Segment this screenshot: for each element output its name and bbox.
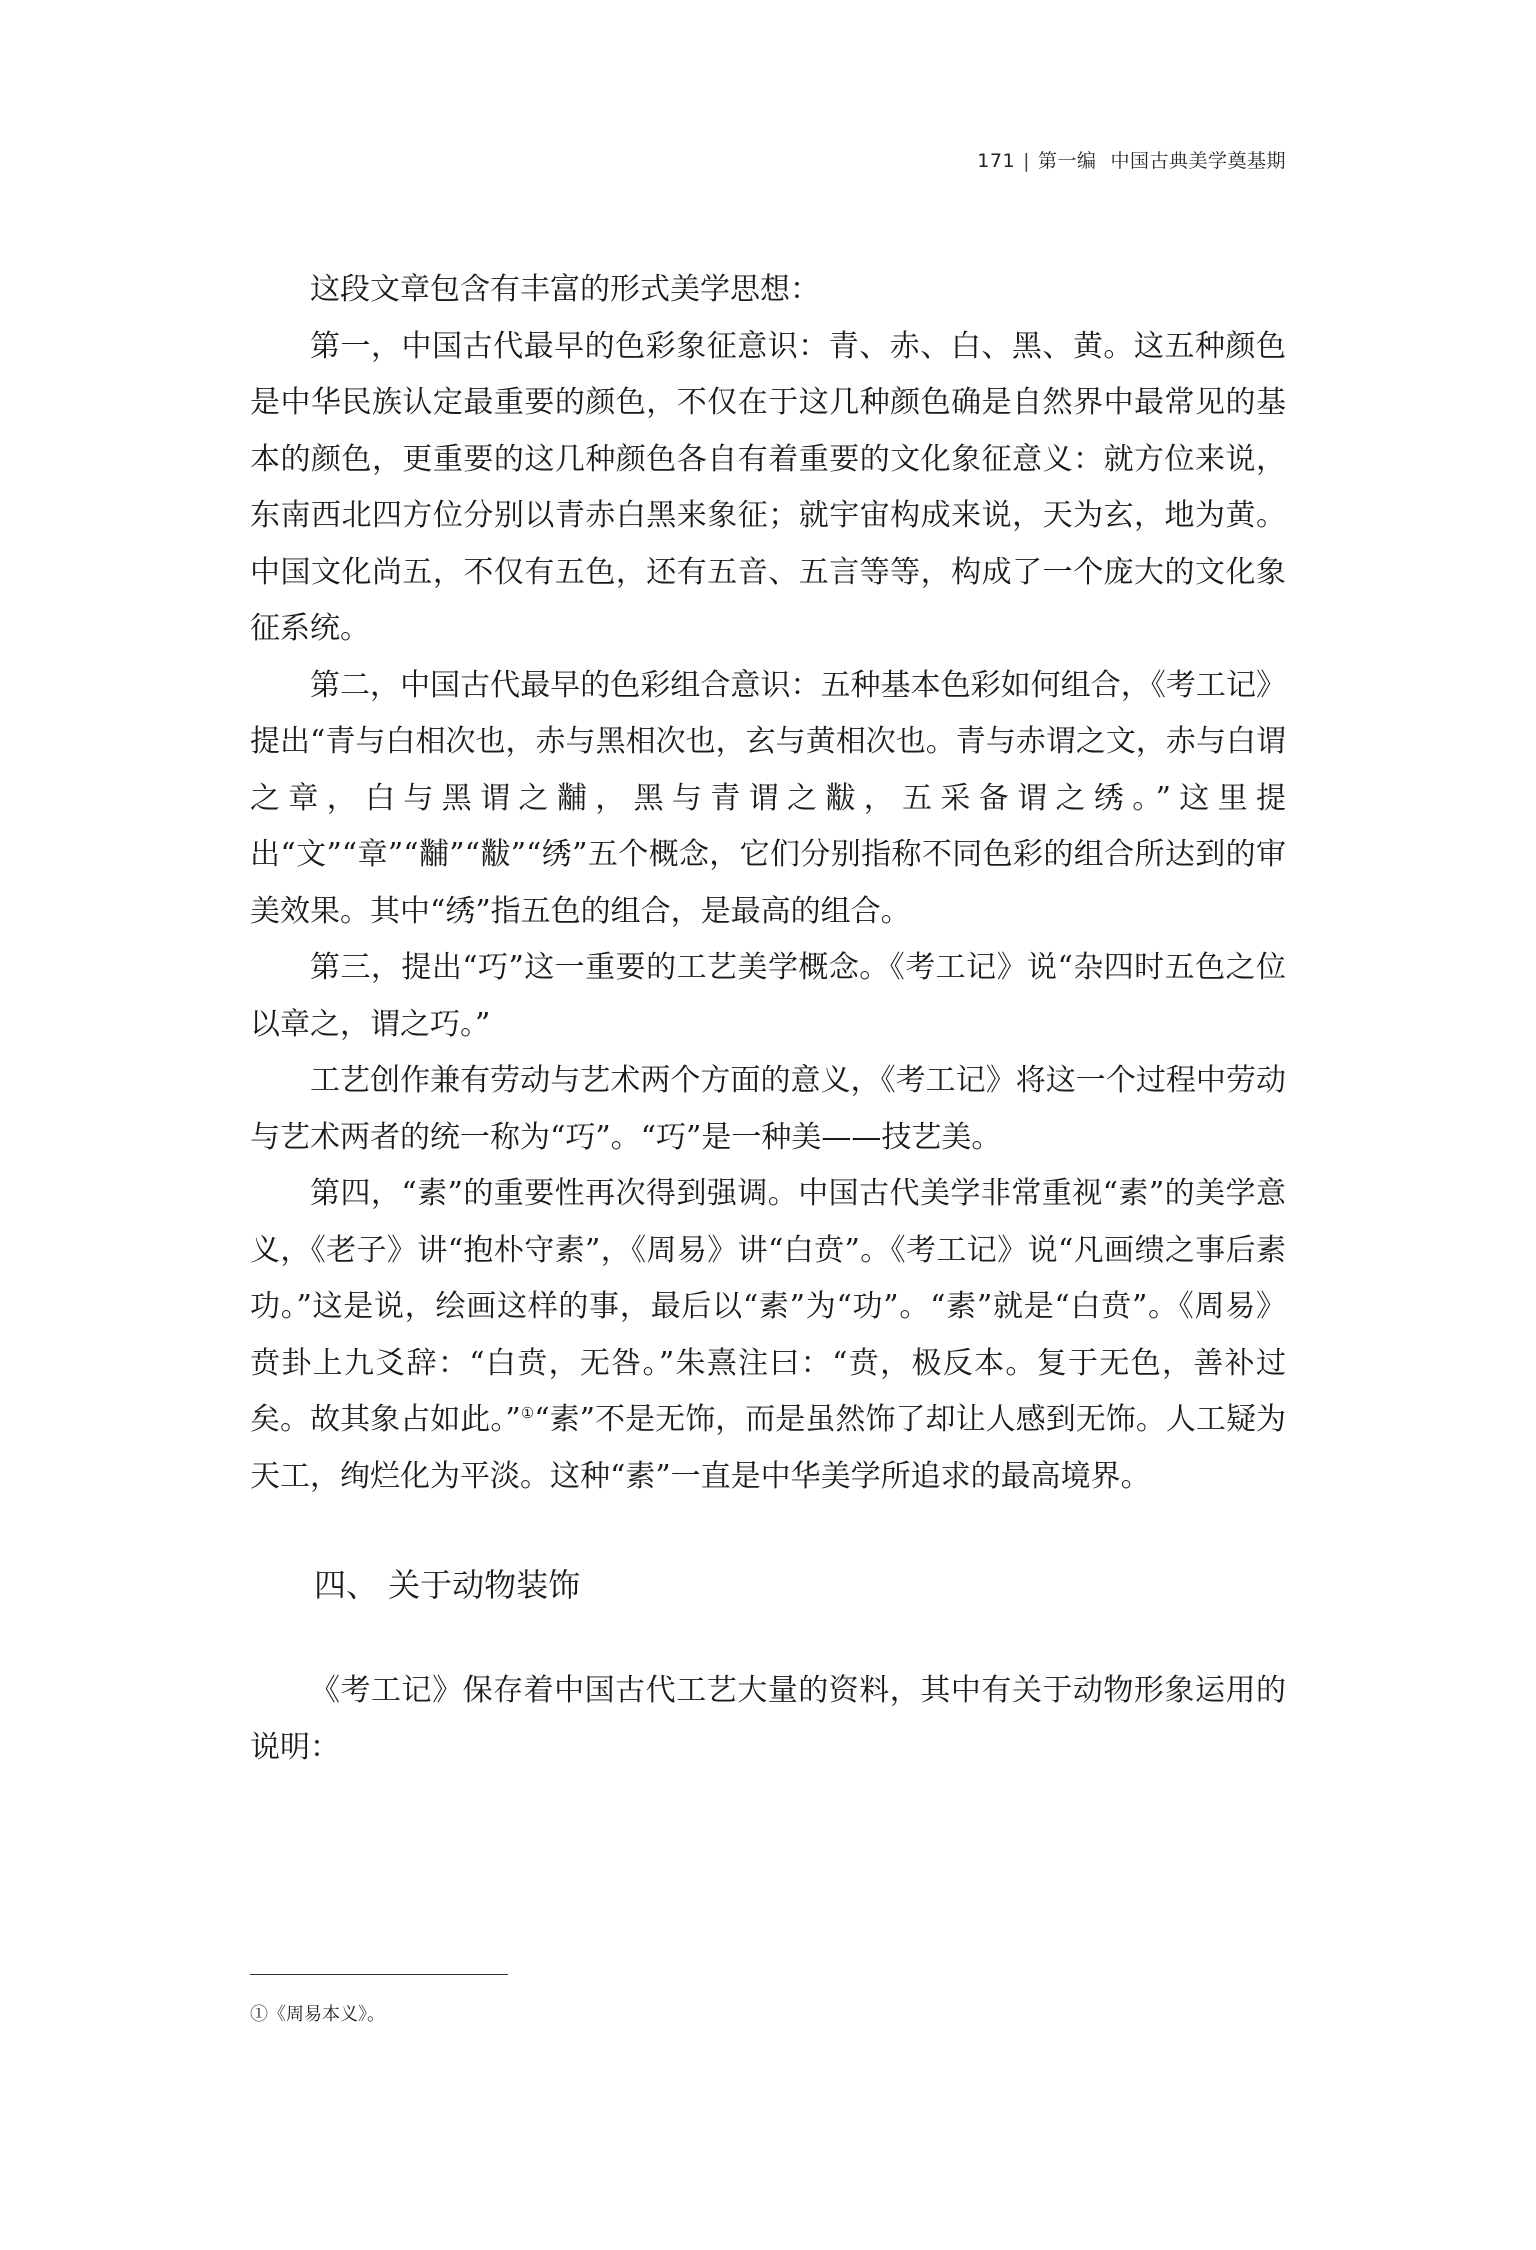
paragraph-first-point: 第一，中国古代最早的色彩象征意识：青、赤、白、黑、黄。这五种颜色是中华民族认定最重要的颜色，不仅在于这几种颜色确是自然界中最常见的基本的颜色，更重要的这几种颜色各自有着重要的文化象征意义：就方位来说，东南西北四方位分别以青赤白黑来象征；就宇宙构成来说，天为玄，地为黄。中国文化尚五，不仅有五色，还有五音、五言等等，构成了一个庞大的文化象征系统。 <box>250 328 1286 646</box>
footnote-divider <box>250 1974 508 1975</box>
header-separator: | <box>1023 150 1030 172</box>
footnote-reference[interactable]: ① <box>520 1404 535 1422</box>
footnote: ①《周易本义》。 <box>250 2004 385 2025</box>
paragraph-fourth-text-a: 第四，“素”的重要性再次得到强调。中国古代美学非常重视“素”的美学意义，《老子》讲“抱朴守素”，《周易》讲“白贲”。《考工记》说“凡画缋之事后素功。”这是说，绘画这样的事，最后以“素”为“功”。“素”就是“白贲”。《周易》贲卦上九爻辞：“白贲，无咎。”朱熹注曰：“贲，极反本。复于无色，善补过矣。故其象占如此。” <box>250 1176 1286 1437</box>
paragraph-section-intro: 《考工记》保存着中国古代工艺大量的资料，其中有关于动物形象运用的说明： <box>250 1673 1286 1765</box>
paragraph-fourth-point <box>250 1166 1286 1505</box>
paragraph-intro: 这段文章包含有丰富的形式美学思想： <box>310 272 820 307</box>
paragraph-fourth-text-b: “素”不是无饰，而是虽然饰了却让人感到无饰。人工疑为天工，绚烂化为平淡。这种“素”一直是中华美学所追求的最高境界。 <box>250 1402 1286 1494</box>
paragraph-third-point: 第三，提出“巧”这一重要的工艺美学概念。《考工记》说“杂四时五色之位以章之，谓之巧。” <box>250 950 1286 1042</box>
running-header <box>977 146 1286 173</box>
paragraph-second-point: 第二，中国古代最早的色彩组合意识：五种基本色彩如何组合，《考工记》提出“青与白相次也，赤与黑相次也，玄与黄相次也。青与赤谓之文，赤与白谓之章，白与黑谓之黼，黑与青谓之黻，五采备谓之绣。”这里提出“文”“章”“黼”“黻”“绣”五个概念，它们分别指称不同色彩的组合所达到的审美效果。其中“绣”指五色的组合，是最高的组合。 <box>250 667 1286 929</box>
section-heading: 四、 关于动物装饰 <box>314 1566 581 1604</box>
main-text <box>250 262 1286 1776</box>
paragraph-craft-art: 工艺创作兼有劳动与艺术两个方面的意义，《考工记》将这一个过程中劳动与艺术两者的统一称为“巧”。“巧”是一种美——技艺美。 <box>250 1063 1286 1155</box>
book-section-title: 中国古典美学奠基期 <box>1110 150 1286 172</box>
part-label: 第一编 <box>1037 150 1097 172</box>
page-number: 171 <box>977 150 1016 172</box>
